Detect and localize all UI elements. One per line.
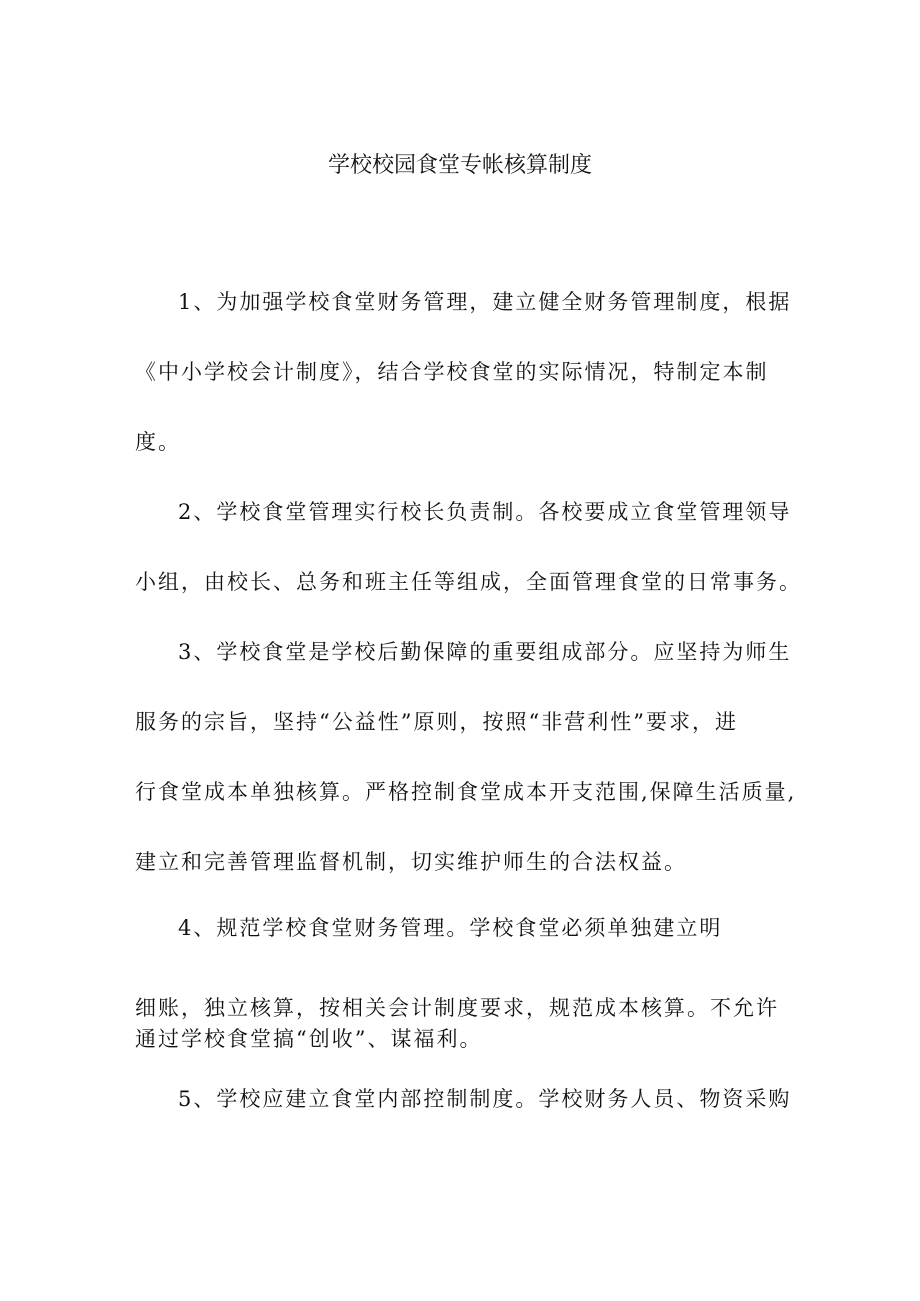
paragraph-3-line-4: 建立和完善管理监督机制，切实维护师生的合法权益。: [135, 850, 687, 874]
document-title: 学校校园食堂专帐核算制度: [327, 153, 592, 178]
paragraph-3-line-1: 3、学校食堂是学校后勤保障的重要组成部分。应坚持为师生: [178, 640, 792, 664]
paragraph-4-line-1: 4、规范学校食堂财务管理。学校食堂必须单独建立明: [178, 916, 723, 940]
paragraph-4-line-2: 细账，独立核算，按相关会计制度要求，规范成本核算。不允许: [135, 996, 779, 1020]
paragraph-4-line-3: 通过学校食堂搞“创收”、谋福利。: [135, 1027, 483, 1051]
paragraph-5-line-1: 5、学校应建立食堂内部控制制度。学校财务人员、物资采购: [178, 1087, 792, 1111]
paragraph-2-line-1: 2、学校食堂管理实行校长负责制。各校要成立食堂管理领导: [178, 500, 792, 524]
paragraph-1-line-3: 度。: [135, 430, 181, 454]
paragraph-3-line-2: 服务的宗旨，坚持“公益性”原则，按照“非营利性”要求，进: [135, 710, 738, 734]
paragraph-2-line-2: 小组，由校长、总务和班主任等组成，全面管理食堂的日常事务。: [135, 570, 802, 594]
paragraph-3-line-3: 行食堂成本单独核算。严格控制食堂成本开支范围,保障生活质量,: [135, 780, 797, 804]
paragraph-1-line-2: 《中小学校会计制度》，结合学校食堂的实际情况，特制定本制: [135, 360, 769, 384]
paragraph-1-line-1: 1、为加强学校食堂财务管理，建立健全财务管理制度，根据: [178, 290, 792, 314]
